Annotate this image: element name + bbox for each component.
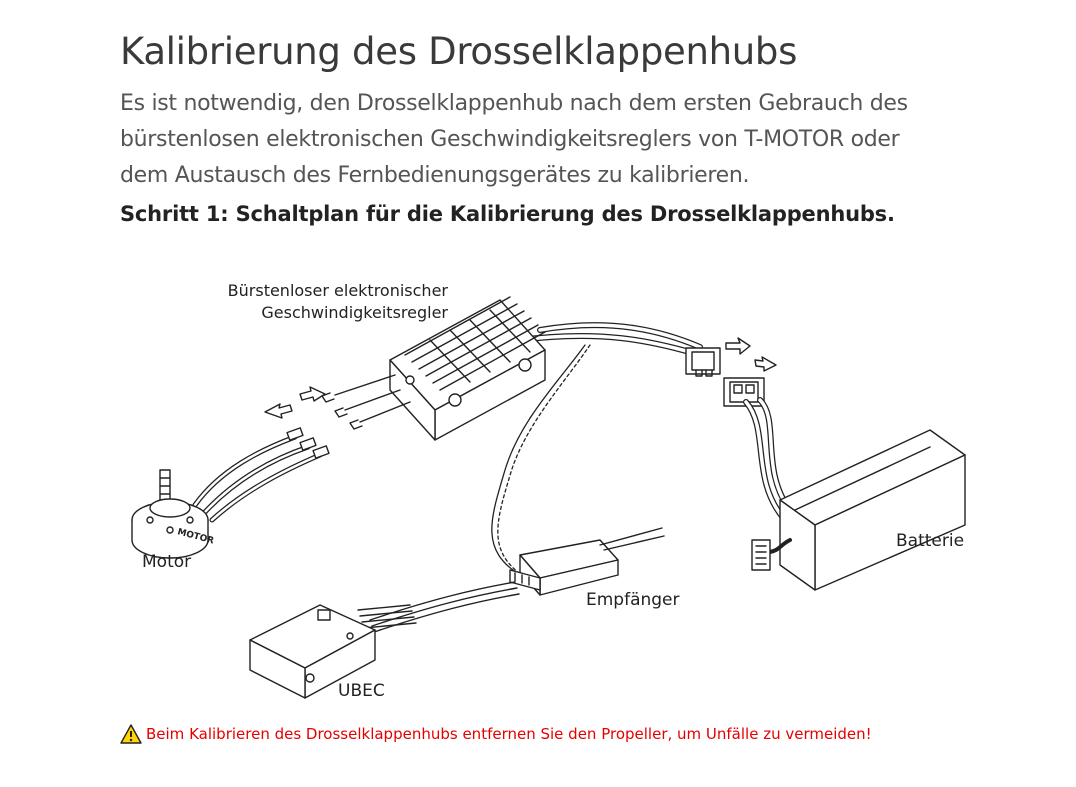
- battery-label: Batterie: [896, 531, 965, 551]
- battery-pack: [780, 430, 965, 590]
- esc-label-line2: Geschwindigkeitsregler: [261, 303, 448, 322]
- connect-arrows-battery: [726, 338, 776, 371]
- esc-power-wires: [520, 325, 700, 355]
- esc-label-line1: Bürstenloser elektronischer: [227, 281, 448, 300]
- ubec-lead: [358, 582, 519, 632]
- intro-paragraph: Es ist notwendig, den Drosselklappenhub nach dem ersten Gebrauch des bürstenlosen elektronischen Geschwindigkeitsreglers von T-MOTOR oder dem Austausch des Fernbedienungsgerätes zu kalibrieren.: [120, 91, 908, 188]
- ubec-label: UBEC: [338, 681, 385, 701]
- page-title: Kalibrierung des Drosselklappenhubs: [120, 30, 798, 73]
- warning-text: Beim Kalibrieren des Drosselklappenhubs entfernen Sie den Propeller, um Unfälle zu vermeiden!: [146, 725, 872, 743]
- motor-unit: [132, 470, 208, 558]
- motor-brand-text: MOTOR: [176, 527, 215, 547]
- motor-wires: [195, 428, 329, 520]
- step-heading: Schritt 1: Schaltplan für die Kalibrierung des Drosselklappenhubs.: [120, 202, 895, 226]
- warning-triangle-icon: [120, 724, 142, 744]
- motor-label: Motor: [142, 552, 192, 572]
- esc-label: [228, 280, 448, 324]
- warning-note: [120, 724, 872, 744]
- receiver-unit: [510, 528, 664, 595]
- connect-arrows-motor: [265, 387, 325, 418]
- receiver-label: Empfänger: [586, 590, 680, 610]
- esc-battery-connector: [686, 348, 720, 376]
